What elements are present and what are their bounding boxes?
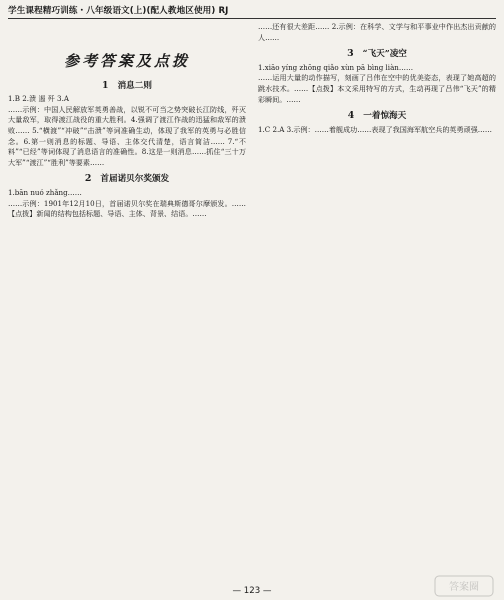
- answer-block: ……还有很大差距…… 2.示例：在科学、文学与和平事业中作出杰出贡献的人……: [258, 22, 496, 42]
- watermark-logo: [434, 575, 494, 597]
- right-column: [258, 22, 496, 580]
- section-title-2: 2 首届诺贝尔奖颁发: [84, 173, 170, 185]
- main-title: 参考答案及点拨: [63, 52, 190, 70]
- section-title-3: 3 “飞天”凌空: [347, 48, 407, 60]
- answer-block: 1.bān nuó zhǎng……: [8, 187, 82, 197]
- header-title: 学生课程精巧训练・八年级语文(上)(配人教地区使用) RJ: [8, 6, 229, 16]
- answer-block: ……示例：中国人民解放军英勇善战，以锐不可当之势突破长江防线，歼灭大量敌军，取得渡江战役的重大胜利。4.强调了渡江作战的迅猛和敌军的溃败…… 5.“横渡”“冲破”“击溃”等词准确生动，体现了我军的英勇与必胜信念。6.第一则消息的标题、导语、主体交代清楚，语言简洁…… 7.“不料”“已经”等词体现了消息语言的准确性。8.这是一则消息……抓住“三十万大军”“渡江”“胜利”等要素……: [8, 104, 246, 167]
- watermark-text: 答案圈: [449, 582, 479, 593]
- page-number: — 123 —: [232, 586, 272, 596]
- answer-block: 1.C 2.A 3.示例：……着舰成功……表现了我国海军航空兵的英勇顽强……: [258, 124, 492, 134]
- section-title-1: 1 消息二则: [102, 79, 152, 91]
- left-column: [8, 22, 246, 580]
- running-header: [8, 4, 496, 19]
- section-title-4: 4 一着惊海天: [347, 110, 407, 122]
- answer-block: 1.xiāo yíng zhōng qiǎo xùn pā bìng liàn……: [258, 62, 414, 72]
- answer-block: ……示例：1901年12月10日，首届诺贝尔奖在瑞典斯德哥尔摩颁发。……【点拨】新闻的结构包括标题、导语、主体、背景、结语。……: [8, 198, 246, 219]
- answer-block: 1.B 2.溃 遏 歼 3.A: [8, 94, 69, 104]
- answer-block: ……运用大量的动作描写，刻画了吕伟在空中的优美姿态，表现了她高超的跳水技术。……【点拨】本文采用特写的方式，生动再现了吕伟“飞天”的精彩瞬间。……: [258, 73, 496, 104]
